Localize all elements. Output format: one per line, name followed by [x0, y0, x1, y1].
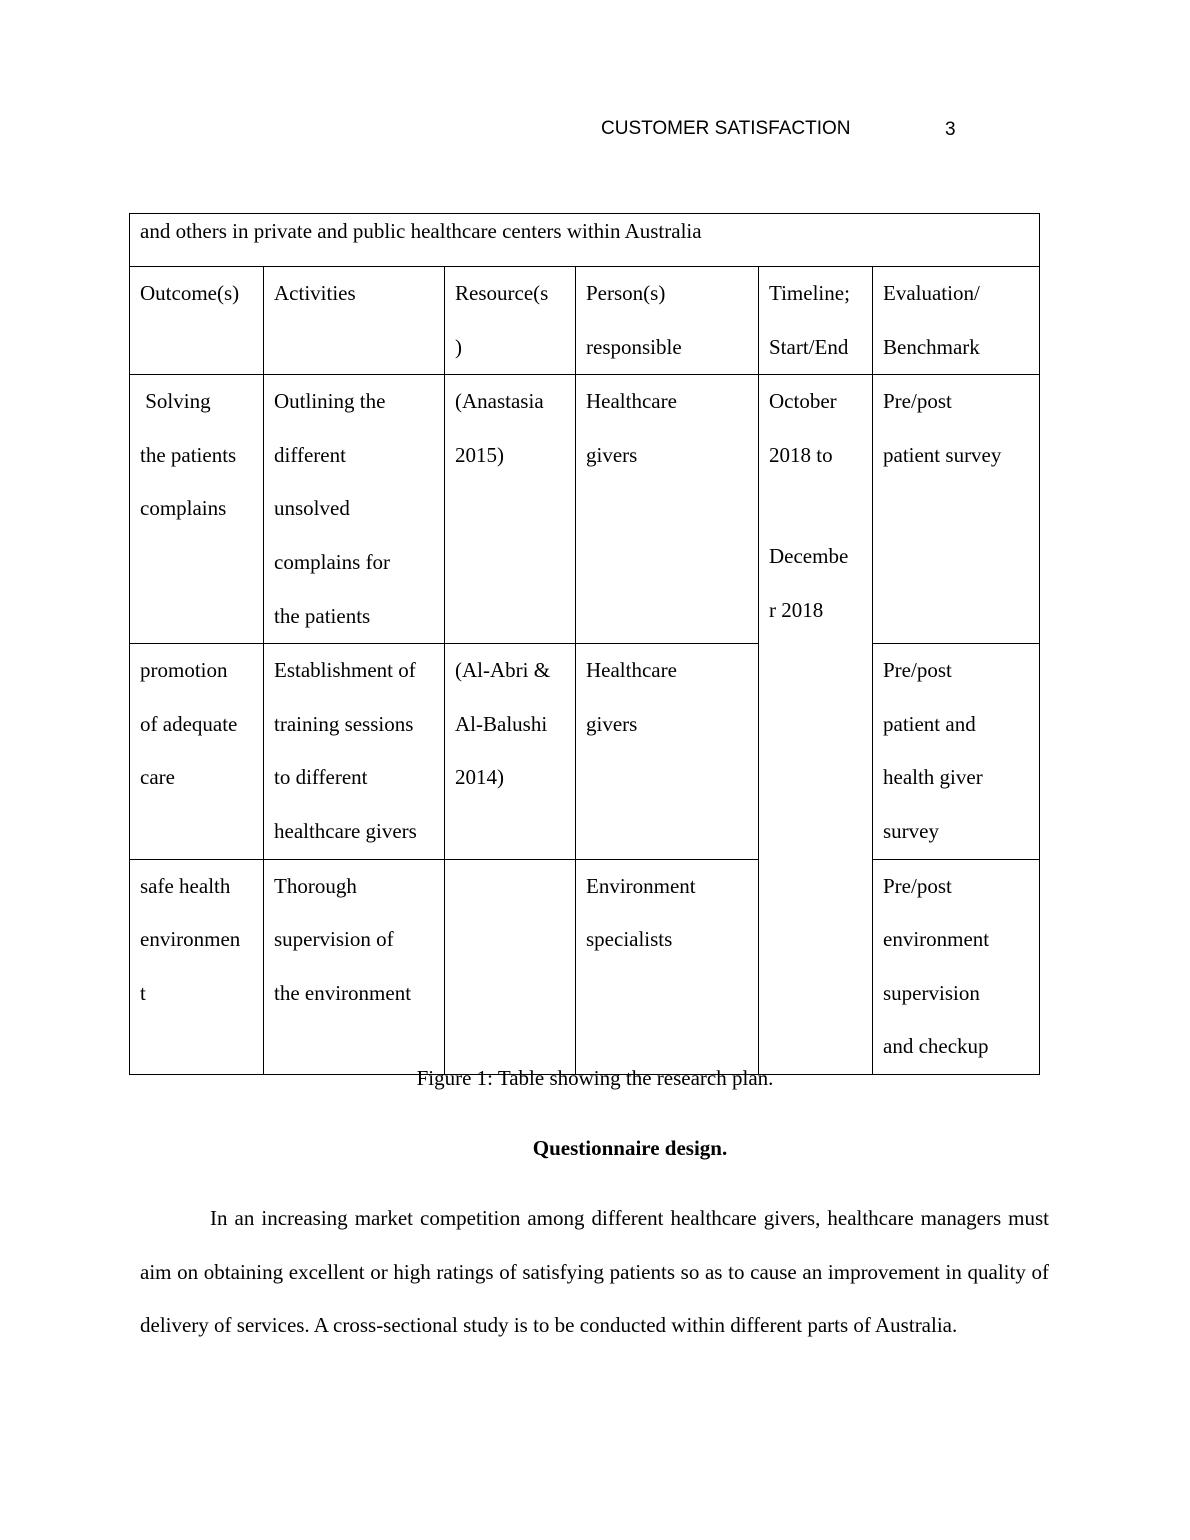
cell-line: and checkup	[883, 1034, 989, 1059]
cell-line: the patients	[140, 442, 237, 467]
cell-line: responsible	[586, 334, 682, 359]
header-resources	[445, 267, 576, 375]
cell-line: Evaluation/	[883, 281, 980, 305]
timeline-end	[769, 530, 866, 637]
row1-activities	[264, 375, 445, 644]
cell-line: Pre/post	[883, 389, 952, 414]
cell-line: promotion	[140, 658, 228, 683]
row3-activities	[264, 859, 445, 1074]
row1-evaluation	[873, 375, 1040, 644]
running-header	[600, 118, 960, 144]
row1-outcome	[130, 375, 264, 644]
cell-line: training sessions	[274, 711, 414, 736]
cell-line: to different	[274, 765, 368, 790]
cell-line: Start/End	[769, 334, 849, 359]
table-header-row	[130, 267, 1040, 375]
cell-line: healthcare givers	[274, 818, 417, 843]
cell-line: complains	[140, 496, 227, 521]
cell-line: safe health	[140, 873, 231, 898]
cell-line: Healthcare	[586, 389, 677, 414]
cell-line: )	[455, 334, 462, 359]
cell-line: Decembe	[769, 544, 849, 569]
row3-evaluation	[873, 859, 1040, 1074]
cell-line: patient and	[883, 711, 976, 736]
body-paragraph	[140, 1192, 1049, 1353]
row3-outcome	[130, 859, 264, 1074]
cell-line: of adequate	[140, 711, 238, 736]
cell-line: Al-Balushi	[455, 711, 548, 736]
research-plan-table	[129, 213, 1040, 1075]
cell-line: 2014)	[455, 765, 504, 790]
row1-persons	[576, 375, 759, 644]
row2-activities	[264, 644, 445, 859]
cell-line: the patients	[274, 603, 371, 628]
timeline-cell	[759, 375, 873, 1075]
cell-line: October	[769, 389, 837, 414]
page-number: 3	[945, 119, 956, 140]
header-activities	[264, 267, 445, 375]
table-row	[130, 644, 1040, 859]
cell-line: Timeline;	[769, 281, 850, 305]
cell-line: Pre/post	[883, 658, 952, 683]
cell-line: Thorough	[274, 873, 357, 898]
cell-line: givers	[586, 711, 638, 736]
cell-line: (Anastasia	[455, 389, 544, 414]
cell-line: care	[140, 765, 175, 790]
cell-line: Outcome(s)	[140, 281, 240, 305]
header-timeline	[759, 267, 873, 375]
cell-line: unsolved	[274, 496, 350, 521]
cell-line: givers	[586, 442, 638, 467]
cell-line: 2015)	[455, 442, 504, 467]
cell-line: supervision of	[274, 927, 394, 952]
cell-line: Establishment of	[274, 658, 416, 683]
cell-line: specialists	[586, 927, 673, 952]
cell-line: the environment	[274, 980, 412, 1005]
cell-line: complains for	[274, 549, 391, 574]
header-outcome	[130, 267, 264, 375]
section-heading: Questionnaire design.	[532, 1136, 728, 1160]
table-row	[130, 859, 1040, 1074]
figure-caption: Figure 1: Table showing the research plan.	[416, 1066, 774, 1090]
cell-line: Person(s)	[586, 281, 666, 305]
cell-line: patient survey	[883, 442, 1002, 467]
header-title: CUSTOMER SATISFACTION	[601, 118, 851, 139]
cell-line: health giver	[883, 765, 983, 790]
row2-evaluation	[873, 644, 1040, 859]
header-evaluation	[873, 267, 1040, 375]
cell-line: Solving	[140, 389, 211, 414]
row2-resources	[445, 644, 576, 859]
cell-line: Resource(s	[455, 281, 549, 305]
row2-persons	[576, 644, 759, 859]
cell-line: Pre/post	[883, 873, 952, 898]
cell-line: (Al-Abri &	[455, 658, 551, 683]
cell-line: Activities	[274, 281, 356, 305]
row2-outcome	[130, 644, 264, 859]
cell-line: Benchmark	[883, 334, 980, 359]
paragraph-text: In an increasing market competition among different healthcare givers, healthcare managers must aim on obtaining excellent or high ratings of satisfying patients so as to cause an improvement in quality of delivery of services. A cross-sectional study is to be conducted within different parts of Australia.	[140, 1206, 1049, 1338]
cell-line: survey	[883, 818, 939, 843]
table-row	[130, 375, 1040, 644]
cell-line: 2018 to	[769, 442, 833, 467]
cell-line: environment	[883, 927, 990, 952]
row3-persons	[576, 859, 759, 1074]
cell-line: Environment	[586, 873, 696, 898]
header-persons	[576, 267, 759, 375]
cell-line: supervision	[883, 980, 980, 1005]
row3-resources	[445, 859, 576, 1074]
cell-line: t	[140, 980, 146, 1005]
row1-resources	[445, 375, 576, 644]
timeline-start	[769, 375, 866, 482]
table-intro-row	[130, 214, 1040, 267]
cell-line: Healthcare	[586, 658, 677, 683]
cell-line: environmen	[140, 927, 241, 952]
cell-line: r 2018	[769, 597, 824, 622]
cell-line: different	[274, 442, 346, 467]
intro-cell: and others in private and public healthcare centers within Australia	[130, 214, 1040, 267]
cell-line: Outlining the	[274, 389, 386, 414]
